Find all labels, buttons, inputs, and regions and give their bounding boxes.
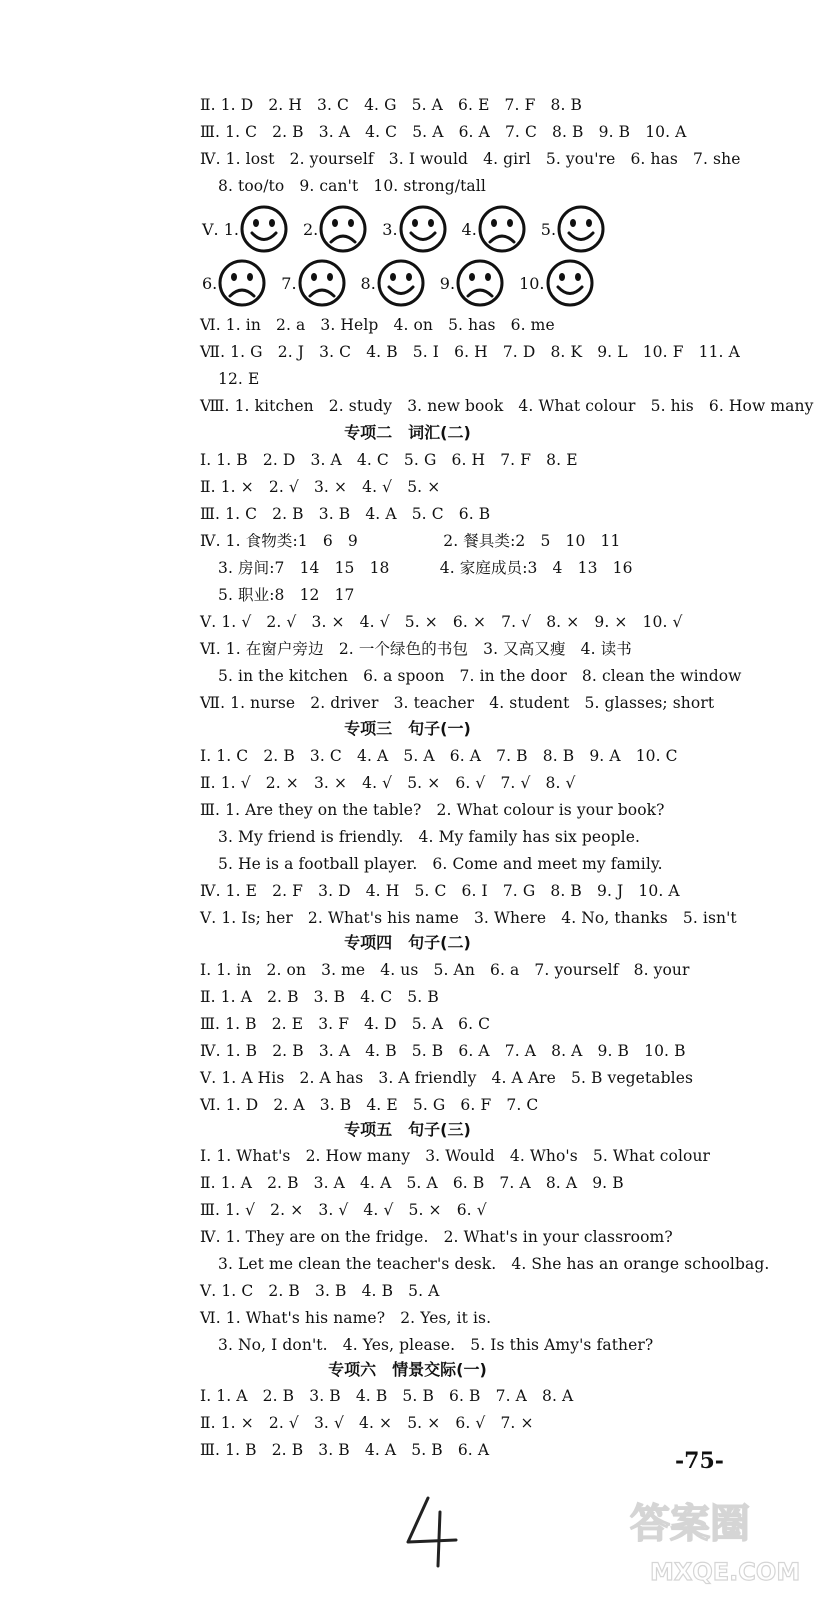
- sad-face-icon: [477, 204, 527, 254]
- answer-line: Ⅲ. 1. B 2. B 3. B 4. A 5. B 6. A: [200, 1441, 490, 1459]
- section-title: 专项二 词汇(二): [344, 423, 471, 442]
- face-item: [202, 258, 267, 308]
- face-label: 4.: [461, 219, 477, 239]
- answer-line: Ⅲ. 1. Are they on the table? 2. What colour is your book?: [200, 801, 665, 819]
- face-item: [281, 258, 346, 308]
- answer-line: Ⅱ. 1. √ 2. × 3. × 4. √ 5. × 6. √ 7. √ 8. √: [200, 774, 576, 792]
- answer-line: Ⅴ. 1. C 2. B 3. B 4. B 5. A: [200, 1282, 440, 1300]
- answer-line: Ⅰ. 1. What's 2. How many 3. Would 4. Who's 5. What colour: [200, 1147, 711, 1165]
- face-item: [303, 204, 368, 254]
- handwritten-mark-icon: [398, 1490, 468, 1570]
- svg-text:MXQE.COM: MXQE.COM: [650, 1558, 801, 1586]
- face-item: [361, 258, 426, 308]
- answer-line: Ⅵ. 1. What's his name? 2. Yes, it is.: [200, 1309, 492, 1327]
- face-item: [440, 258, 505, 308]
- answer-line: 5. He is a football player. 6. Come and meet my family.: [218, 855, 663, 873]
- answer-line: Ⅳ. 1. They are on the fridge. 2. What's in your classroom?: [200, 1228, 673, 1246]
- answer-line: 8. too/to 9. can't 10. strong/tall: [218, 177, 486, 195]
- answer-line: Ⅱ. 1. × 2. √ 3. √ 4. × 5. × 6. √ 7. ×: [200, 1414, 534, 1432]
- face-label: 2.: [303, 219, 319, 239]
- answer-line: Ⅱ. 1. A 2. B 3. A 4. A 5. A 6. B 7. A 8. A 9. B: [200, 1174, 624, 1192]
- face-label: 7.: [281, 273, 297, 293]
- answer-line: Ⅲ. 1. C 2. B 3. B 4. A 5. C 6. B: [200, 505, 491, 523]
- answer-line: 3. 房间:7 14 15 18 4. 家庭成员:3 4 13 16: [218, 559, 633, 577]
- answer-line: Ⅴ. 1. √ 2. √ 3. × 4. √ 5. × 6. × 7. √ 8. × 9. × 10. √: [200, 613, 683, 631]
- faces-row-1: [202, 204, 606, 254]
- answer-line: Ⅳ. 1. 食物类:1 6 9 2. 餐具类:2 5 10 11: [200, 532, 621, 550]
- happy-face-icon: [376, 258, 426, 308]
- answer-line: Ⅴ. 1. Is; her 2. What's his name 3. Where 4. No, thanks 5. isn't: [200, 909, 737, 927]
- answer-line: 3. No, I don't. 4. Yes, please. 5. Is this Amy's father?: [218, 1336, 654, 1354]
- face-item: [519, 258, 594, 308]
- face-label: 8.: [360, 273, 376, 293]
- answer-line: Ⅰ. 1. in 2. on 3. me 4. us 5. An 6. a 7. yourself 8. your: [200, 961, 690, 979]
- answer-line: Ⅵ. 1. in 2. a 3. Help 4. on 5. has 6. me: [200, 316, 555, 334]
- answer-line: Ⅱ. 1. D 2. H 3. C 4. G 5. A 6. E 7. F 8. B: [200, 96, 583, 114]
- answer-line: Ⅳ. 1. B 2. B 3. A 4. B 5. B 6. A 7. A 8. A 9. B 10. B: [200, 1042, 686, 1060]
- happy-face-icon: [545, 258, 595, 308]
- happy-face-icon: [398, 204, 448, 254]
- answer-line: 12. E: [218, 370, 260, 388]
- answer-line: Ⅱ. 1. × 2. √ 3. × 4. √ 5. ×: [200, 478, 441, 496]
- face-item: [382, 204, 447, 254]
- face-label: 9.: [439, 273, 456, 293]
- sad-face-icon: [318, 204, 368, 254]
- answer-line: Ⅳ. 1. E 2. F 3. D 4. H 5. C 6. I 7. G 8. B 9. J 10. A: [200, 882, 680, 900]
- face-label: 6.: [202, 273, 218, 293]
- face-label: Ⅴ. 1.: [202, 219, 239, 239]
- section-title: 专项三 句子(一): [344, 719, 471, 738]
- answer-line: Ⅳ. 1. lost 2. yourself 3. I would 4. girl 5. you're 6. has 7. she: [200, 150, 741, 168]
- answer-line: Ⅰ. 1. C 2. B 3. C 4. A 5. A 6. A 7. B 8. B 9. A 10. C: [200, 747, 678, 765]
- face-label: 3.: [382, 219, 398, 239]
- answer-line: Ⅱ. 1. A 2. B 3. B 4. C 5. B: [200, 988, 439, 1006]
- answer-line: 5. in the kitchen 6. a spoon 7. in the door 8. clean the window: [218, 667, 742, 685]
- face-item: [541, 204, 606, 254]
- answer-line: Ⅲ. 1. B 2. E 3. F 4. D 5. A 6. C: [200, 1015, 491, 1033]
- section-title: 专项四 句子(二): [344, 933, 471, 952]
- answer-line: Ⅵ. 1. D 2. A 3. B 4. E 5. G 6. F 7. C: [200, 1096, 539, 1114]
- svg-text:答案圈: 答案圈: [630, 1501, 750, 1547]
- answer-line: Ⅲ. 1. √ 2. × 3. √ 4. √ 5. × 6. √: [200, 1201, 487, 1219]
- face-item: [202, 204, 289, 254]
- faces-row-2: [202, 258, 595, 308]
- page-number: -75-: [675, 1448, 724, 1474]
- answer-line: Ⅶ. 1. G 2. J 3. C 4. B 5. I 6. H 7. D 8. K 9. L 10. F 11. A: [200, 343, 740, 361]
- answer-line: Ⅶ. 1. nurse 2. driver 3. teacher 4. student 5. glasses; short: [200, 694, 715, 712]
- answer-line: Ⅰ. 1. B 2. D 3. A 4. C 5. G 6. H 7. F 8. E: [200, 451, 578, 469]
- answer-line: Ⅰ. 1. A 2. B 3. B 4. B 5. B 6. B 7. A 8. A: [200, 1387, 574, 1405]
- sad-face-icon: [455, 258, 505, 308]
- happy-face-icon: [556, 204, 606, 254]
- face-item: [462, 204, 527, 254]
- answer-line: 3. My friend is friendly. 4. My family has six people.: [218, 828, 640, 846]
- face-label: 10.: [519, 273, 545, 293]
- answer-line: 5. 职业:8 12 17: [218, 586, 355, 604]
- watermark-logo-icon: [620, 1492, 810, 1592]
- sad-face-icon: [217, 258, 267, 308]
- answer-line: Ⅷ. 1. kitchen 2. study 3. new book 4. What colour 5. his 6. How many: [200, 397, 814, 415]
- answer-line: Ⅴ. 1. A His 2. A has 3. A friendly 4. A Are 5. B vegetables: [200, 1069, 694, 1087]
- answer-line: Ⅲ. 1. C 2. B 3. A 4. C 5. A 6. A 7. C 8. B 9. B 10. A: [200, 123, 687, 141]
- section-title: 专项六 情景交际(一): [328, 1360, 487, 1379]
- face-label: 5.: [540, 219, 557, 239]
- answer-line: 3. Let me clean the teacher's desk. 4. She has an orange schoolbag.: [218, 1255, 770, 1273]
- answer-line: Ⅵ. 1. 在窗户旁边 2. 一个绿色的书包 3. 又高又瘦 4. 读书: [200, 640, 632, 658]
- section-title: 专项五 句子(三): [344, 1120, 471, 1139]
- happy-face-icon: [239, 204, 289, 254]
- sad-face-icon: [297, 258, 347, 308]
